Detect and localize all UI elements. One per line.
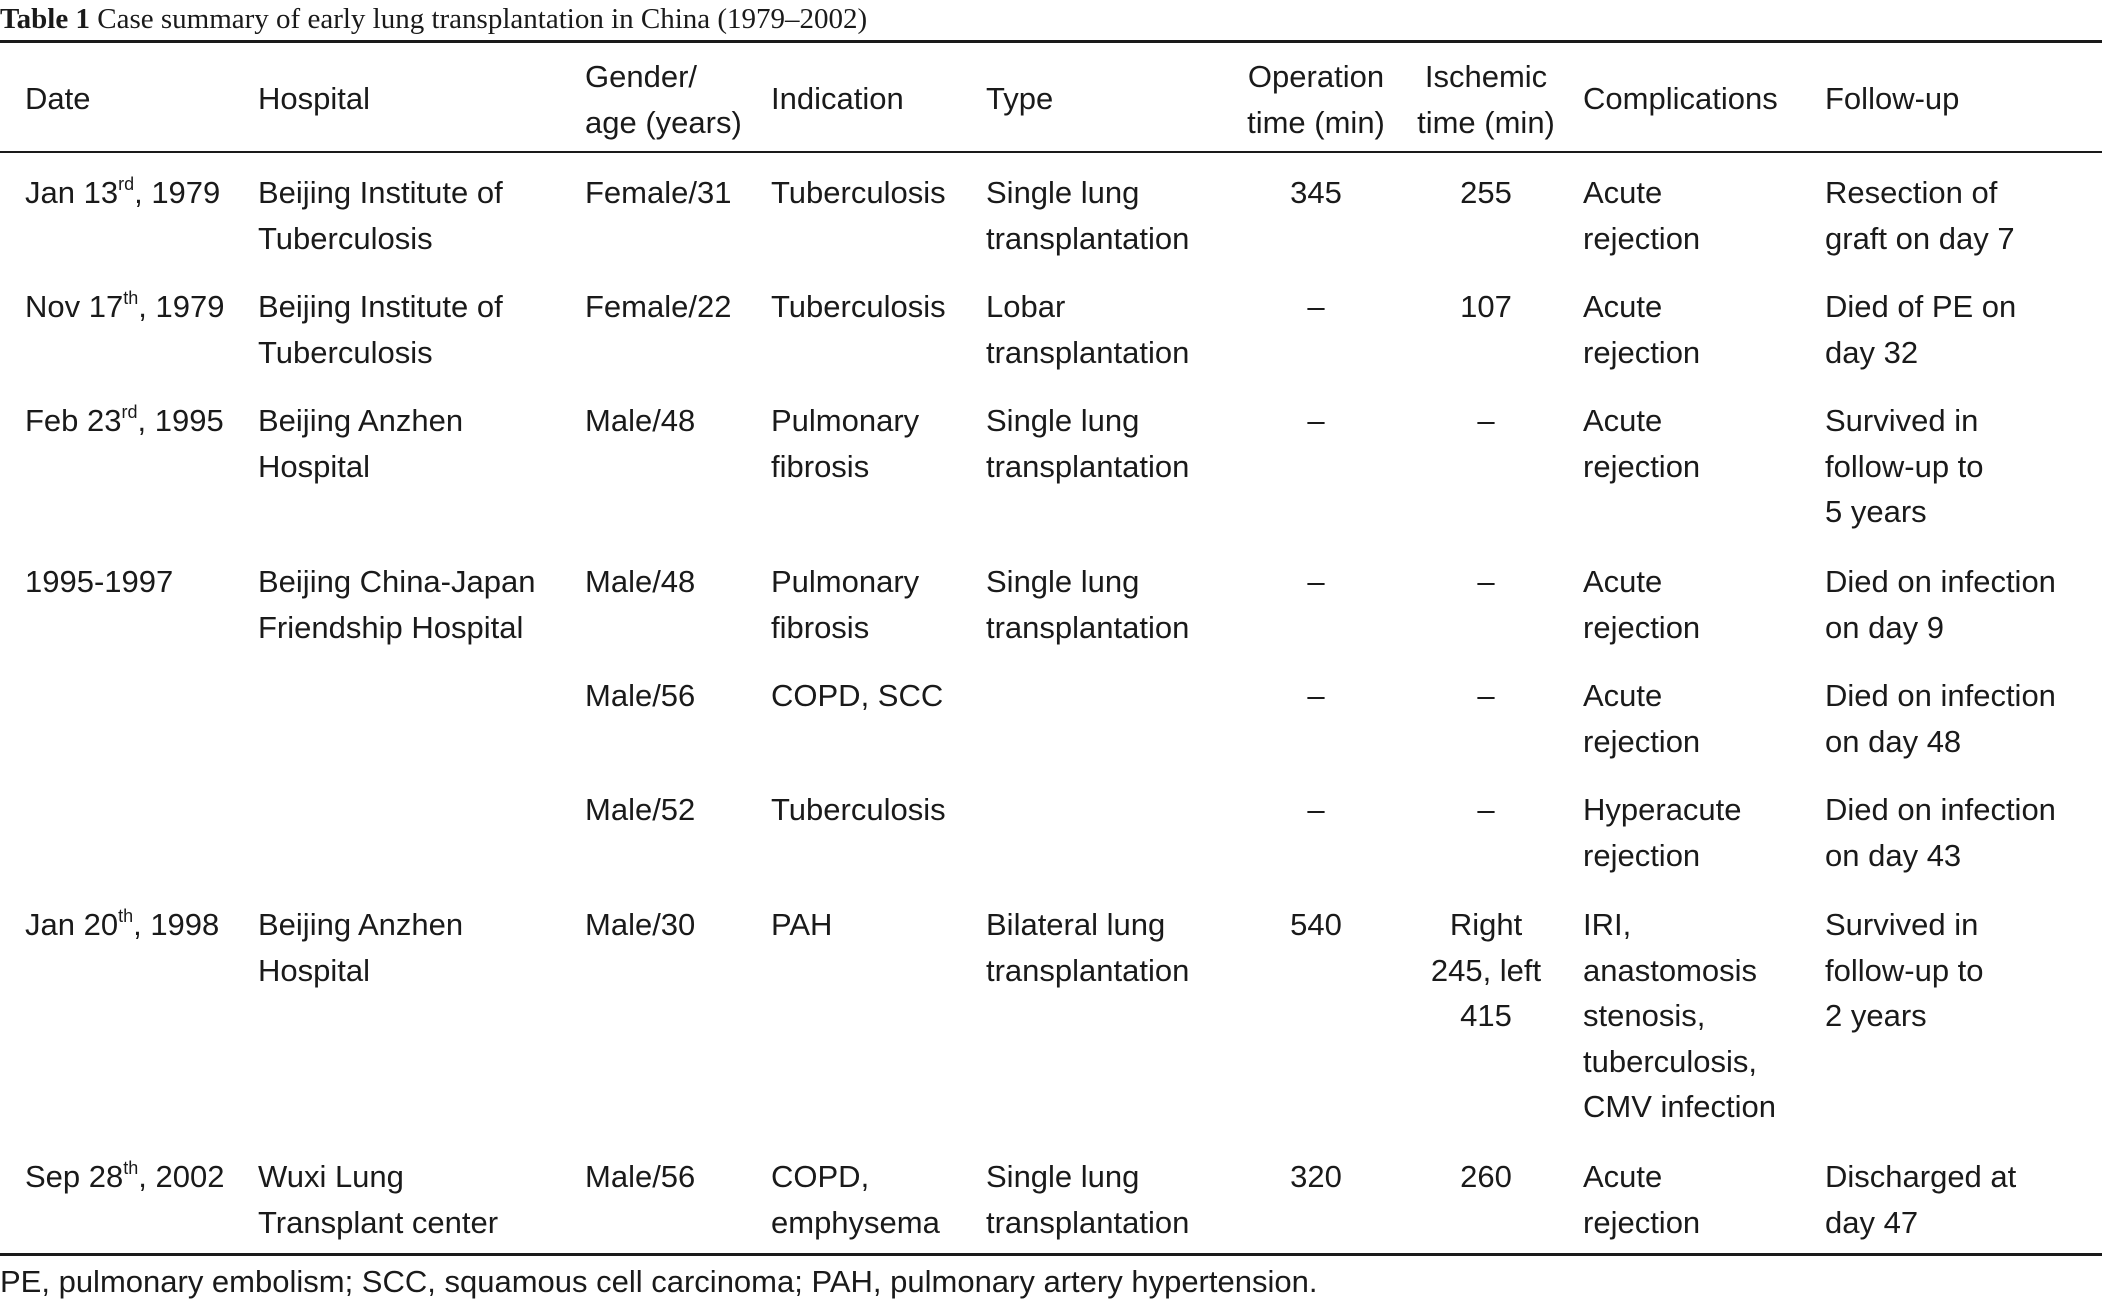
table-cell-gender-age [585, 284, 765, 330]
cell-line: COPD, [771, 1159, 870, 1194]
table-header-rule [0, 151, 2102, 153]
cell-line: transplantation [986, 334, 1190, 370]
table-cell-operation-time [1232, 170, 1400, 216]
cell-line: Single lung [986, 175, 1140, 210]
table-cell-hospital [258, 902, 578, 993]
cell-line: 107 [1460, 289, 1512, 324]
table-cell-indication [771, 673, 981, 719]
cell-line: – [1477, 678, 1495, 713]
table-cell-follow-up [1825, 787, 2102, 878]
column-header-line: Follow-up [1825, 81, 1960, 116]
table-cell-hospital [258, 1154, 578, 1245]
table-cell-follow-up [1825, 673, 2102, 764]
cell-line: Female/22 [585, 289, 732, 324]
cell-line: Died on infection [1825, 564, 2056, 599]
cell-line: 245, left [1430, 952, 1542, 988]
cell-line: Male/48 [585, 403, 696, 438]
cell-line: Single lung [986, 1159, 1140, 1194]
cell-line: Hospital [258, 952, 370, 988]
column-header-follow-up [1825, 76, 2102, 122]
table-cell-follow-up [1825, 398, 2102, 535]
cell-line: Wuxi Lung [258, 1159, 404, 1194]
cell-line: rejection [1583, 448, 1701, 484]
cell-line: – [1477, 792, 1495, 827]
cell-line: Bilateral lung [986, 907, 1166, 942]
table-cell-indication [771, 902, 981, 948]
cell-line: Acute [1583, 403, 1663, 438]
date-year: , 1995 [137, 403, 224, 438]
table-cell-hospital [258, 170, 578, 261]
cell-line: 415 [1460, 998, 1512, 1033]
table-cell-operation-time [1232, 673, 1400, 719]
column-header-line: time (min) [1247, 104, 1385, 140]
table-cell-type [986, 398, 1236, 489]
date-ordinal-suffix: th [123, 287, 139, 308]
cell-line: Beijing China-Japan [258, 564, 536, 599]
cell-line: anastomosis [1583, 952, 1758, 988]
cell-line: day 47 [1825, 1204, 1919, 1240]
table-cell-complications [1583, 1154, 1828, 1245]
cell-line: graft on day 7 [1825, 220, 2015, 256]
cell-line: transplantation [986, 448, 1190, 484]
date-text: Sep 28 [25, 1159, 124, 1194]
cell-line: – [1307, 289, 1325, 324]
column-header-hospital [258, 76, 578, 122]
cell-line: Transplant center [258, 1204, 499, 1240]
cell-line: Beijing Anzhen [258, 403, 464, 438]
cell-line: Beijing Institute of [258, 289, 503, 324]
cell-line: rejection [1583, 723, 1701, 759]
cell-line: Male/56 [585, 678, 696, 713]
table-cell-type [986, 1154, 1236, 1245]
cell-line: on day 43 [1825, 837, 1962, 873]
cell-line: Lobar [986, 289, 1066, 324]
cell-line: Survived in [1825, 907, 1979, 942]
cell-line: rejection [1583, 837, 1701, 873]
cell-line: Beijing Anzhen [258, 907, 464, 942]
table-top-rule [0, 40, 2102, 43]
column-header-line: Gender/ [585, 59, 698, 94]
table-footnote: PE, pulmonary embolism; SCC, squamous cell carcinoma; PAH, pulmonary artery hypertension. [0, 1264, 1318, 1299]
table-cell-indication [771, 170, 981, 216]
table-cell-date [25, 398, 255, 444]
column-header-line: Operation [1247, 59, 1385, 94]
table-caption-label: Table 1 [0, 3, 90, 35]
cell-line: Male/48 [585, 564, 696, 599]
cell-line: PAH [771, 907, 833, 942]
table-cell-date [25, 284, 255, 330]
cell-line: Friendship Hospital [258, 609, 524, 645]
table-cell-gender-age [585, 559, 765, 605]
cell-line: Pulmonary [771, 564, 920, 599]
column-header-line: age (years) [585, 104, 742, 140]
date-text: 1995-1997 [25, 564, 174, 599]
column-header-type [986, 76, 1236, 122]
cell-line: Male/52 [585, 792, 696, 827]
cell-line: Hyperacute [1583, 792, 1742, 827]
cell-line: – [1307, 564, 1325, 599]
date-year: , 1979 [134, 175, 221, 210]
date-text: Jan 13 [25, 175, 119, 210]
cell-line: Acute [1583, 564, 1663, 599]
table-caption [0, 2, 2102, 36]
cell-line: IRI, [1583, 907, 1632, 942]
table-cell-gender-age [585, 787, 765, 833]
table-cell-gender-age [585, 902, 765, 948]
table-cell-ischemic-time [1406, 673, 1566, 719]
cell-line: Male/30 [585, 907, 696, 942]
table-cell-date [25, 1154, 255, 1200]
table-cell-complications [1583, 559, 1828, 650]
date-ordinal-suffix: th [123, 1157, 139, 1178]
column-header-line: Hospital [258, 81, 370, 116]
column-header-line: Complications [1583, 81, 1778, 116]
table-cell-indication [771, 1154, 981, 1245]
cell-line: 540 [1290, 907, 1342, 942]
table-cell-hospital [258, 559, 578, 650]
cell-line: rejection [1583, 609, 1701, 645]
table-cell-gender-age [585, 1154, 765, 1200]
cell-line: transplantation [986, 609, 1190, 645]
cell-line: transplantation [986, 220, 1190, 256]
cell-line: 255 [1460, 175, 1512, 210]
date-year: , 2002 [138, 1159, 225, 1194]
cell-line: rejection [1583, 334, 1701, 370]
cell-line: COPD, SCC [771, 678, 944, 713]
cell-line: 2 years [1825, 998, 1927, 1033]
cell-line: transplantation [986, 952, 1190, 988]
cell-line: Hospital [258, 448, 370, 484]
cell-line: fibrosis [771, 609, 870, 645]
cell-line: 260 [1460, 1159, 1512, 1194]
table-cell-hospital [258, 398, 578, 489]
table-cell-operation-time [1232, 284, 1400, 330]
column-header-ischemic-time [1406, 54, 1566, 145]
table-cell-gender-age [585, 398, 765, 444]
column-header-line: time (min) [1417, 104, 1555, 140]
cell-line: – [1307, 403, 1325, 438]
column-header-indication [771, 76, 981, 122]
table-cell-ischemic-time [1406, 559, 1566, 605]
cell-line: transplantation [986, 1204, 1190, 1240]
cell-line: Tuberculosis [771, 175, 946, 210]
table-cell-operation-time [1232, 787, 1400, 833]
cell-line: Male/56 [585, 1159, 696, 1194]
cell-line: fibrosis [771, 448, 870, 484]
cell-line: 320 [1290, 1159, 1342, 1194]
table-cell-complications [1583, 398, 1828, 489]
date-text: Jan 20 [25, 907, 119, 942]
table-cell-indication [771, 559, 981, 650]
cell-line: – [1307, 678, 1325, 713]
date-ordinal-suffix: th [118, 905, 134, 926]
cell-line: – [1477, 403, 1495, 438]
column-header-line: Ischemic [1424, 59, 1548, 94]
table-cell-follow-up [1825, 1154, 2102, 1245]
cell-line: rejection [1583, 1204, 1701, 1240]
table-cell-ischemic-time [1406, 787, 1566, 833]
table-cell-ischemic-time [1406, 170, 1566, 216]
column-header-date [25, 76, 255, 122]
cell-line: tuberculosis, [1583, 1043, 1758, 1079]
table-cell-operation-time [1232, 559, 1400, 605]
table-cell-follow-up [1825, 284, 2102, 375]
column-header-complications [1583, 76, 1828, 122]
date-text: Feb 23 [25, 403, 122, 438]
column-header-operation-time [1232, 54, 1400, 145]
cell-line: CMV infection [1583, 1089, 1776, 1124]
cell-line: Single lung [986, 403, 1140, 438]
date-year: , 1979 [138, 289, 225, 324]
cell-line: Acute [1583, 175, 1663, 210]
table-cell-gender-age [585, 673, 765, 719]
table-cell-hospital [258, 284, 578, 375]
cell-line: – [1307, 792, 1325, 827]
table-cell-complications [1583, 284, 1828, 375]
cell-line: Died on infection [1825, 792, 2056, 827]
cell-line: Right [1449, 907, 1523, 942]
cell-line: Acute [1583, 289, 1663, 324]
cell-line: Pulmonary [771, 403, 920, 438]
cell-line: Tuberculosis [258, 334, 433, 370]
cell-line: Acute [1583, 678, 1663, 713]
table-cell-indication [771, 284, 981, 330]
table-cell-type [986, 902, 1236, 993]
cell-line: on day 9 [1825, 609, 1944, 645]
cell-line: follow-up to [1825, 952, 1984, 988]
table-cell-operation-time [1232, 902, 1400, 948]
table-cell-operation-time [1232, 1154, 1400, 1200]
cell-line: 5 years [1825, 494, 1927, 529]
table-cell-complications [1583, 170, 1828, 261]
table-cell-type [986, 559, 1236, 650]
cell-line: Female/31 [585, 175, 732, 210]
cell-line: Beijing Institute of [258, 175, 503, 210]
table-cell-complications [1583, 673, 1828, 764]
table-cell-complications [1583, 902, 1828, 1130]
cell-line: Survived in [1825, 403, 1979, 438]
date-year: , 1998 [133, 907, 220, 942]
cell-line: 345 [1290, 175, 1342, 210]
cell-line: Tuberculosis [771, 792, 946, 827]
cell-line: day 32 [1825, 334, 1919, 370]
cell-line: Died of PE on [1825, 289, 2017, 324]
cell-line: rejection [1583, 220, 1701, 256]
table-cell-operation-time [1232, 398, 1400, 444]
table-cell-date [25, 170, 255, 216]
cell-line: Single lung [986, 564, 1140, 599]
date-text: Nov 17 [25, 289, 124, 324]
table-cell-date [25, 902, 255, 948]
cell-line: on day 48 [1825, 723, 1962, 759]
column-header-line: Type [986, 81, 1054, 116]
table-cell-ischemic-time [1406, 1154, 1566, 1200]
table-bottom-rule [0, 1253, 2102, 1256]
date-ordinal-suffix: rd [121, 401, 138, 422]
cell-line: Tuberculosis [258, 220, 433, 256]
cell-line: Resection of [1825, 175, 1998, 210]
table-cell-date [25, 559, 255, 605]
cell-line: Tuberculosis [771, 289, 946, 324]
table-cell-indication [771, 398, 981, 489]
table-cell-ischemic-time [1406, 902, 1566, 1039]
column-header-line: Date [25, 81, 91, 116]
table-cell-type [986, 170, 1236, 261]
table-cell-indication [771, 787, 981, 833]
cell-line: Acute [1583, 1159, 1663, 1194]
table-cell-follow-up [1825, 170, 2102, 261]
table-caption-text: Case summary of early lung transplantation in China (1979–2002) [97, 3, 868, 35]
cell-line: Died on infection [1825, 678, 2056, 713]
date-ordinal-suffix: rd [118, 173, 135, 194]
column-header-gender-age [585, 54, 765, 145]
cell-line: emphysema [771, 1204, 940, 1240]
table-cell-follow-up [1825, 902, 2102, 1039]
cell-line: stenosis, [1583, 998, 1706, 1033]
table-cell-gender-age [585, 170, 765, 216]
cell-line: – [1477, 564, 1495, 599]
column-header-line: Indication [771, 81, 904, 116]
table-cell-follow-up [1825, 559, 2102, 650]
table-cell-ischemic-time [1406, 398, 1566, 444]
cell-line: follow-up to [1825, 448, 1984, 484]
table-cell-ischemic-time [1406, 284, 1566, 330]
table-cell-type [986, 284, 1236, 375]
table-cell-complications [1583, 787, 1828, 878]
cell-line: Discharged at [1825, 1159, 2017, 1194]
